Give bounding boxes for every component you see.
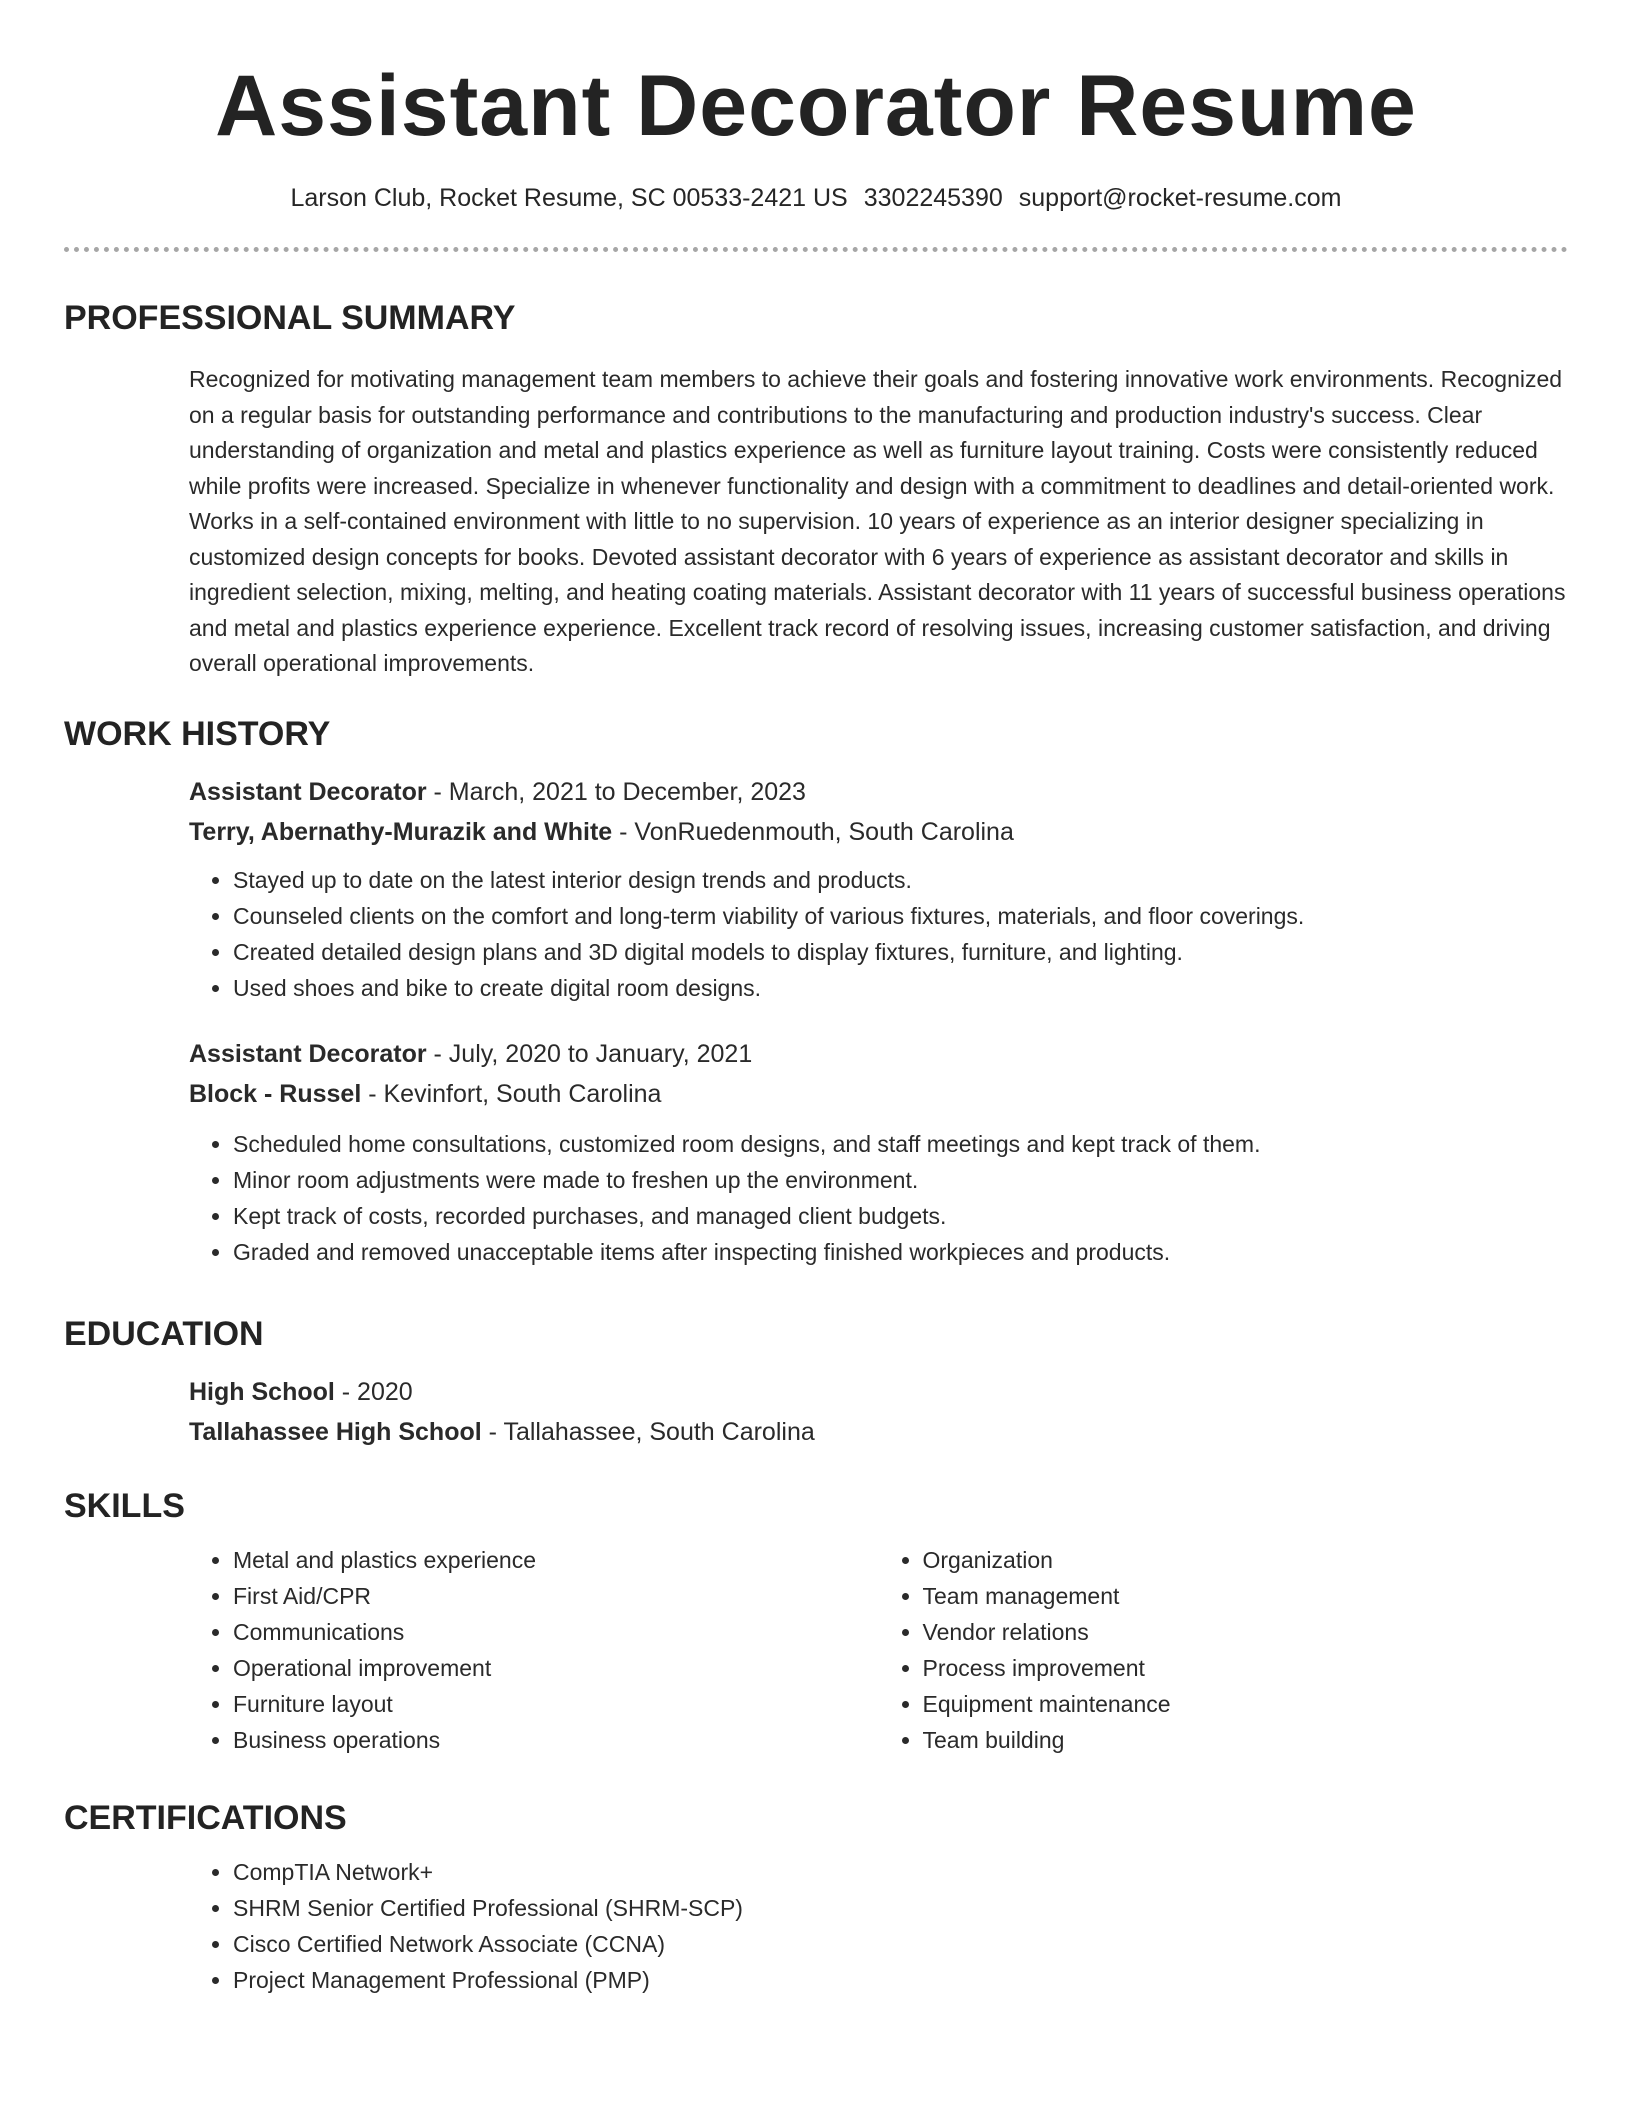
job-entry: [189, 772, 1568, 1006]
header-divider: [64, 247, 1568, 252]
list-item: • Organization: [923, 1542, 1569, 1578]
list-item: • Project Management Professional (PMP): [233, 1962, 1568, 1998]
summary-section: [64, 298, 1568, 682]
list-item: • Equipment maintenance: [923, 1686, 1569, 1722]
job-location: - VonRuedenmouth, South Carolina: [612, 818, 1014, 846]
list-item: • Created detailed design plans and 3D digital models to display fixtures, furniture, and lighting.: [233, 934, 1568, 970]
job-bullets: [189, 1126, 1568, 1270]
list-item: • Cisco Certified Network Associate (CCNA): [233, 1926, 1568, 1962]
list-item: • First Aid/CPR: [233, 1578, 879, 1614]
list-item: • Metal and plastics experience: [233, 1542, 879, 1578]
list-item: • Process improvement: [923, 1650, 1569, 1686]
list-item: • Graded and removed unacceptable items after inspecting finished workpieces and products.: [233, 1234, 1568, 1270]
list-item: • Vendor relations: [923, 1614, 1569, 1650]
job-company: Block - Russel: [189, 1080, 362, 1108]
work-history-section: [64, 714, 1568, 1270]
list-item: • Minor room adjustments were made to freshen up the environment.: [233, 1162, 1568, 1198]
job-dates: - July, 2020 to January, 2021: [426, 1040, 753, 1068]
education-year: - 2020: [334, 1378, 413, 1406]
skills-section: [64, 1486, 1568, 1758]
list-item: • Used shoes and bike to create digital room designs.: [233, 970, 1568, 1006]
summary-heading: PROFESSIONAL SUMMARY: [64, 299, 516, 337]
list-item: • Communications: [233, 1614, 879, 1650]
job-title-line: [189, 772, 1568, 812]
job-bullets: [189, 862, 1568, 1006]
skills-list-right: [879, 1542, 1569, 1758]
list-item: • SHRM Senior Certified Professional (SHRM-SCP): [233, 1890, 1568, 1926]
list-item: • Operational improvement: [233, 1650, 879, 1686]
education-school-line: [189, 1412, 1568, 1452]
certifications-heading: CERTIFICATIONS: [64, 1799, 347, 1837]
job-company-line: [189, 812, 1568, 852]
job-title-line: [189, 1034, 1568, 1074]
job-title: Assistant Decorator: [189, 778, 427, 806]
job-entry: [189, 1034, 1568, 1270]
education-section: [64, 1314, 1568, 1452]
list-item: • Team building: [923, 1722, 1569, 1758]
skills-heading: SKILLS: [64, 1487, 185, 1525]
education-degree: High School: [189, 1378, 335, 1406]
education-heading: EDUCATION: [64, 1315, 264, 1353]
certifications-section: [64, 1798, 1568, 1998]
list-item: • Stayed up to date on the latest interior design trends and products.: [233, 862, 1568, 898]
list-item: • Business operations: [233, 1722, 879, 1758]
skills-list-left: [189, 1542, 879, 1758]
list-item: • CompTIA Network+: [233, 1854, 1568, 1890]
contact-line: [64, 182, 1568, 214]
education-location: - Tallahassee, South Carolina: [481, 1418, 815, 1446]
job-title: Assistant Decorator: [189, 1040, 427, 1068]
education-school: Tallahassee High School: [189, 1418, 482, 1446]
list-item: • Scheduled home consultations, customized room designs, and staff meetings and kept track of them.: [233, 1126, 1568, 1162]
list-item: • Counseled clients on the comfort and long-term viability of various fixtures, materials, and floor coverings.: [233, 898, 1568, 934]
summary-text: Recognized for motivating management team members to achieve their goals and fostering innovative work environments. Recognized on a regular basis for outstanding performance and contributions to the manufacturing and production industry's success. Clear understanding of organization and metal and plastics experience as well as furniture layout training. Costs were consistently reduced while profits were increased. Specialize in whenever functionality and design with a commitment to deadlines and detail-oriented work. Works in a self-contained environment with little to no supervision. 10 years of experience as an interior designer specializing in customized design concepts for books. Devoted assistant decorator with 6 years of experience as assistant decorator and skills in ingredient selection, mixing, melting, and heating coating materials. Assistant decorator with 11 years of successful business operations and metal and plastics experience experience. Excellent track record of resolving issues, increasing customer satisfaction, and driving overall operational improvements.: [189, 366, 1566, 676]
job-company-line: [189, 1074, 1568, 1114]
job-dates: - March, 2021 to December, 2023: [426, 778, 806, 806]
education-degree-line: [189, 1372, 1568, 1412]
resume-title: Assistant Decorator Resume: [215, 58, 1417, 154]
list-item: • Kept track of costs, recorded purchases, and managed client budgets.: [233, 1198, 1568, 1234]
list-item: • Furniture layout: [233, 1686, 879, 1722]
work-history-heading: WORK HISTORY: [64, 715, 331, 753]
contact-email: support@rocket-resume.com: [1018, 184, 1342, 212]
job-company: Terry, Abernathy-Murazik and White: [189, 818, 613, 846]
resume-page: [64, 0, 1568, 1993]
contact-address: Larson Club, Rocket Resume, SC 00533-2421 US: [290, 184, 848, 212]
certifications-list: [189, 1854, 1568, 1998]
job-location: - Kevinfort, South Carolina: [361, 1080, 662, 1108]
list-item: • Team management: [923, 1578, 1569, 1614]
contact-phone: 3302245390: [863, 184, 1003, 212]
